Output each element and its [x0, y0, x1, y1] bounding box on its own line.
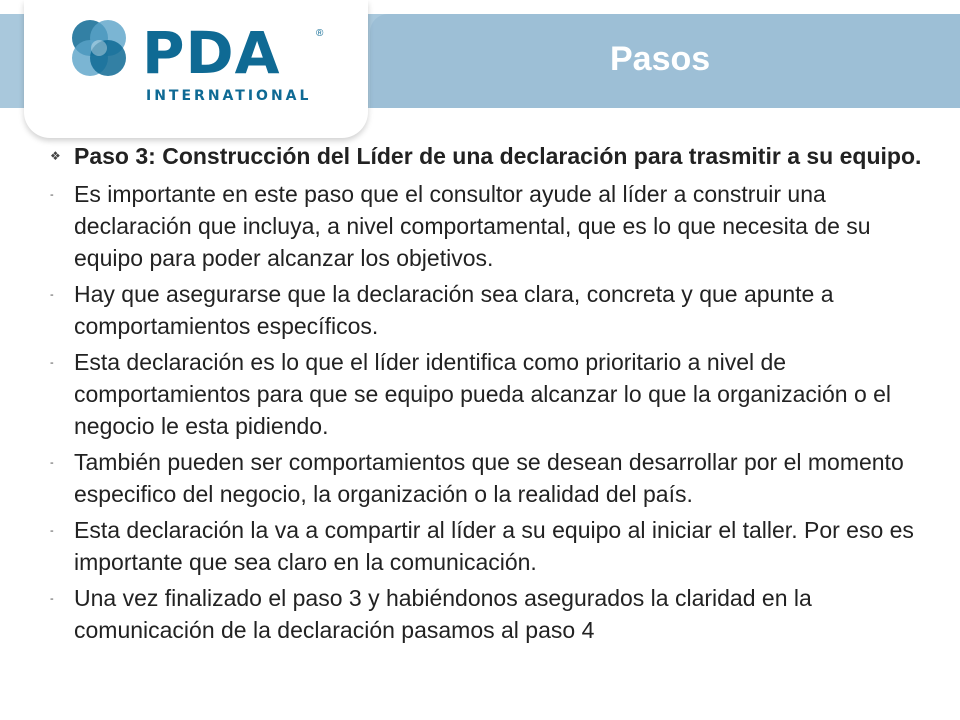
- list-item: [40, 446, 930, 510]
- dash-bullet-icon: -: [50, 457, 54, 469]
- list-item-text: Esta declaración la va a compartir al líder a su equipo al iniciar el taller. Por eso es importante que sea claro en la comunicación.: [74, 517, 914, 575]
- list-item-text: Hay que asegurarse que la declaración sea clara, concreta y que apunte a comportamientos específicos.: [74, 281, 834, 339]
- list-item-text: Una vez finalizado el paso 3 y habiéndonos asegurados la claridad en la comunicación de la declaración pasamos al paso 4: [74, 585, 812, 643]
- list-item: [40, 346, 930, 442]
- list-item: [40, 514, 930, 578]
- diamond-bullet-icon: ❖: [50, 149, 61, 163]
- dash-bullet-icon: -: [50, 357, 54, 369]
- logo-wordmark: PDA: [142, 19, 281, 87]
- lead-bullet-text: Paso 3: Construcción del Líder de una declaración para trasmitir a su equipo.: [74, 143, 922, 169]
- list-item-text: También pueden ser comportamientos que se desean desarrollar por el momento especifico del negocio, la organización o la realidad del país.: [74, 449, 904, 507]
- logo-panel: [24, 0, 368, 138]
- list-item: [40, 178, 930, 274]
- dash-bullet-icon: -: [50, 593, 54, 605]
- dash-bullet-icon: -: [50, 189, 54, 201]
- lead-bullet: [40, 140, 930, 172]
- list-item-text: Esta declaración es lo que el líder identifica como prioritario a nivel de comportamientos para que se equipo pueda alcanzar lo que la organización o el negocio le esta pidiendo.: [74, 349, 892, 439]
- list-item: [40, 582, 930, 646]
- list-item: [40, 278, 930, 342]
- logo-subtitle: INTERNATIONAL: [146, 88, 312, 104]
- slide-content: [40, 140, 930, 650]
- pda-logo-circles-icon: [64, 16, 144, 86]
- list-item-text: Es importante en este paso que el consultor ayude al líder a construir una declaración que incluya, a nivel comportamental, que es lo que necesita de su equipo para poder alcanzar los objetivos.: [74, 181, 871, 271]
- dash-bullet-icon: -: [50, 289, 54, 301]
- dash-bullet-icon: -: [50, 525, 54, 537]
- page-title: Pasos: [610, 40, 711, 78]
- logo-registered-mark: ®: [316, 28, 324, 39]
